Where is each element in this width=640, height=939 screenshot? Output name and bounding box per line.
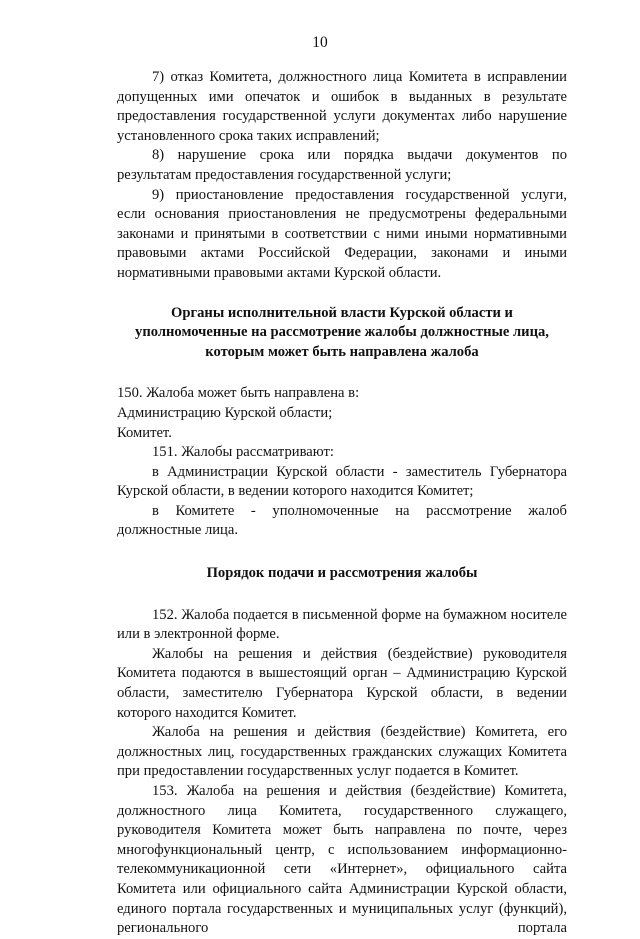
paragraph-152: 152. Жалоба подается в письменной форме на бумажном носителе или в электронной форме. [117, 606, 567, 643]
paragraph-item-7: 7) отказ Комитета, должностного лица Комитета в исправлении допущенных ими опечаток и ошибок в выданных в результате предоставления государственной услуги документах либо нарушение установленного срока таких исправлений; [117, 69, 567, 144]
heading-line: которым может быть направлена жалоба [205, 343, 479, 360]
paragraph-151: 151. Жалобы рассматривают: [152, 444, 334, 461]
section-heading-procedure: Порядок подачи и рассмотрения жалобы [206, 565, 478, 582]
paragraph-item-8: 8) нарушение срока или порядка выдачи документов по результатам предоставления государственной услуги; [117, 147, 567, 183]
paragraph-reviewer-committee: в Комитете - уполномоченные на рассмотрение жалоб должностные лица. [117, 502, 567, 539]
paragraph-item-9: 9) приостановление предоставления государственной услуги, если основания приостановления не предусмотрены федеральными законами и принятыми в соответствии с ними иными нормативными правовыми актами Российской Федерации, законами и иными нормативными правовыми актами Курской области. [117, 186, 567, 281]
paragraph-recipient-administration: Администрацию Курской области; [117, 404, 333, 421]
heading-line: уполномоченные на рассмотрение жалобы должностные лица, [135, 324, 549, 341]
paragraph-reviewer-administration: в Администрации Курской области - заместитель Губернатора Курской области, в ведении которого находится Комитет; [117, 463, 567, 500]
paragraph-complaint-committee: Жалоба на решения и действия (бездействие) Комитета, его должностных лиц, государственных гражданских служащих Комитета при предоставлении государственных услуг подается в Комитет. [117, 724, 567, 780]
spacer [117, 362, 567, 384]
paragraph-153: 153. Жалоба на решения и действия (бездействие) Комитета, должностного лица Комитета, государственного служащего, руководителя Комитета может быть направлена по почте, через многофункциональный центр, с использованием информационно-телекоммуникационной сети «Интернет», официального сайта Комитета или официального сайта Администрации Курской области, единого портала государственных и муниципальных услуг (функций), регионального портала [117, 783, 567, 937]
page-number: 10 [312, 34, 328, 51]
paragraph-complaint-head: Жалобы на решения и действия (бездействие) руководителя Комитета подаются в вышестоящий орган – Администрацию Курской области, заместителю Губернатора Курской области, в ведении которого находится Комитет. [117, 645, 567, 721]
text-column [117, 68, 567, 939]
paragraph-150: 150. Жалоба может быть направлена в: [117, 385, 360, 402]
spacer [117, 584, 567, 606]
section-heading-organs [117, 304, 567, 363]
paragraph-recipient-committee: Комитет. [117, 424, 172, 441]
heading-line: Органы исполнительной власти Курской области и [171, 304, 513, 321]
spacer [117, 541, 567, 564]
spacer [117, 284, 567, 304]
